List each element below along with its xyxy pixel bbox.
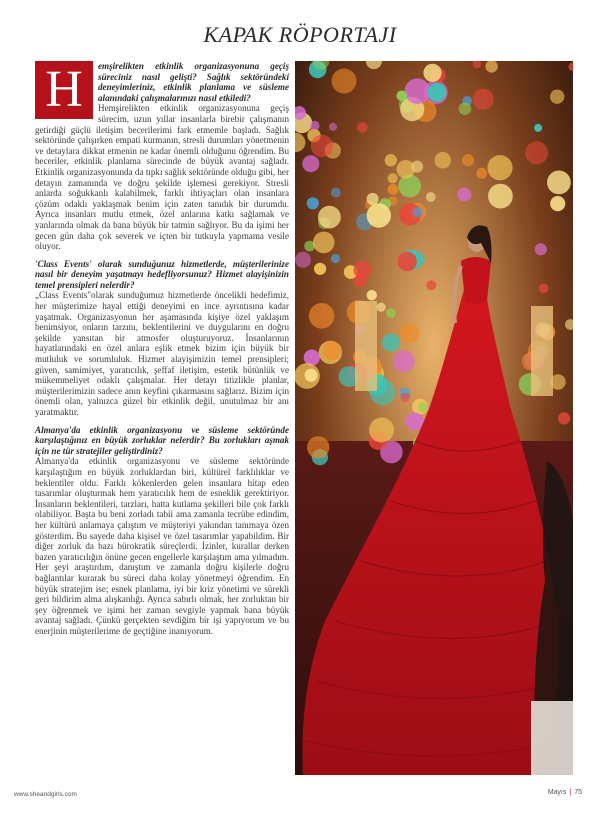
lamp [367, 193, 379, 205]
lamp [329, 123, 337, 131]
lamp [462, 154, 474, 166]
lamp [393, 350, 415, 372]
lamp [396, 160, 415, 179]
article-body [35, 61, 289, 643]
lamp [331, 188, 341, 198]
page-number: 75 [574, 789, 582, 796]
lamp [318, 206, 341, 229]
lamp [547, 171, 571, 195]
lamp [535, 243, 547, 255]
footer-page-info [548, 789, 582, 796]
lamp [311, 135, 333, 157]
footer-month: Mayıs [547, 789, 567, 796]
lamp [385, 154, 397, 166]
lamp [367, 203, 391, 227]
lamp [534, 124, 542, 132]
lamp [558, 412, 570, 424]
lamp [382, 334, 400, 352]
lamp [428, 83, 447, 102]
lamp [476, 168, 487, 179]
lamp [377, 303, 386, 312]
lantern-stand-right [531, 306, 553, 396]
question-1: emşirelikten etkinlik organizasyonuna geçiş süreciniz nasıl gelişti? Sağlık sektöründeki deneyimleriniz, etkinlik planlama ve süsleme alanındaki çalışmalarınızı nasıl etkiledi? [98, 61, 289, 103]
lamp [487, 155, 512, 180]
lamp [307, 436, 329, 458]
lamp [398, 175, 421, 198]
lamp [309, 303, 335, 329]
answer-1: Hemşirelikten etkinlik organizasyonuna geçiş sürecim, uzun yıllar insanlarla birebir çalışmanın getirdiği güçlü iletişim becerilerimi fark etmemle başladı. Sağlık sektöründe çalışırken empati kurmanın, stresli durumları yönetmenin ve detaylara dikkat etmenin ne kadar önemli olduğunu öğrendim. Bu beceriler, etkinlik planlama sürecinde de büyük avantaj sağladı. Etkinlik organizasyonunda da tıpkı sağlık sektöründe olduğu gibi, her detayın zamanında ve doğru şekilde işlemesi gerekiyor. Stresli anlarda soğukkanlı kalabilmek, farklı ihtiyaçları olan insanlara çözüm odaklı yaklaşmak benim için zaten tanıdık bir durumdu. Ayrıca insanları mutlu etmek, özel anlarına katkı sağlamak ve yanlarında olmak da bana büyük bir tatmin sağlıyor. Bu da işimi her gecen gün daha çok severek ve içten bir tutkuyla yapmama vesile oluyor. [35, 103, 289, 252]
drop-cap: H [35, 61, 93, 119]
question-3: Almanya'da etkinlik organizasyonu ve süsleme sektöründe karşılaştığınız en büyük zorluklar nelerdir? Bu zorlukları aşmak için ne tür stratejiler geliştirdiniz? [35, 424, 289, 456]
lamp [550, 90, 564, 104]
lamp [418, 402, 428, 412]
lantern-stand-left [355, 301, 377, 391]
lamp [397, 91, 408, 102]
answer-paragraph-2 [35, 259, 289, 418]
lamp [550, 196, 565, 211]
answer-paragraph-3 [35, 425, 289, 637]
lamp [314, 263, 326, 275]
lamp [332, 69, 357, 94]
lamp [305, 369, 318, 382]
lamp [295, 252, 311, 268]
footer-website: www.sheandgirls.com [14, 791, 77, 798]
photographer-arm [531, 701, 573, 775]
lamp [459, 102, 472, 115]
lamp [388, 184, 399, 195]
lamp [302, 155, 319, 172]
lamp [369, 418, 394, 443]
answer-2: „Class Events"olarak sunduğumuz hizmetlerde öncelikli hedefimiz, her müşterimize hayal ettiği deneyimi en ince ayrıntısına kadar yaşatmak. Organizasyonun her aşamasında kişiye özel yaklaşım benimsiyor, onların tarzını, beklentilerini ve duygularını en doğru şekilde yansıtan bir atmosfer oluşturuyoruz. İnsanlarının hayatlarındaki en özel anlara eşlik etmek bizim için büyük bir mutluluk ve sorumluluk. Hizmet alayişimizin temel prensipleri; güven, samimiyet, yaratıcılık, şeffaf iletişim, estetik bütünlük ve mükemmeliyet odaklı çalışmalar. Her detayı titizlikle planlar, müşterilerimizin sadece anın keyfini çıkarmasını sağlarız. Bizim için önemli olan, yalnızca güzel bir etkinlik değil, unutulmaz bir anı yaratmaktır. [35, 290, 289, 417]
lamp [388, 173, 398, 183]
lamp [367, 290, 377, 300]
lamp [357, 122, 368, 133]
lamp [525, 141, 548, 164]
lamp [488, 184, 513, 209]
lamp [400, 393, 410, 403]
section-title: KAPAK RÖPORTAJI [203, 22, 397, 47]
lamp [434, 152, 451, 169]
cover-photo [295, 61, 573, 775]
lamp [473, 89, 494, 110]
bodice [461, 257, 491, 304]
lamp [423, 64, 441, 82]
lamp [353, 261, 371, 279]
lamp [457, 188, 471, 202]
question-2: 'Class Events' olarak sunduğunuz hizmetlerde, müşterilerinize nasıl bir deneyim yaşatmayı hedefliyorsunuz? Hizmet alayişinizin temel prensipleri nelerdir? [35, 258, 289, 290]
footer-separator: | [569, 789, 572, 796]
lamp [307, 197, 319, 209]
lamp [405, 78, 431, 104]
lamp [313, 232, 335, 254]
lamp [406, 413, 424, 431]
lamp [331, 254, 340, 263]
lamp [412, 207, 423, 218]
answer-3: Almanya'da etkinlik organizasyonu ve süsleme sektöründe karşılaştığım en büyük zorluklardan biri, kültürel farklılıklar ve beklentiler oldu. Farklı kökenlerden gelen insanlara hitap eden tasarımlar oluşturmak hem yaratıcılık hem de esneklik gerektiriyor. İnsanların beklentileri, tarzları, hatta kutlama şekilleri bile çok farklı olabiliyor. Başta bu beni zorladı tabii ama zamanla tecrübe edindim, her kültürü anlamaya çalıştım ve müşteriyi yakından tanımaya özen gösterdim. Bu sayede daha kişisel ve özel tasarımlar yapabildim. Bir diğer zorluk da bazı bürokratik süreçlerdi. İzinler, kurallar derken bazen yaratıcılığın önüne gecen engellerle karşılaştım ama yılmadım. Her şeyi araştırdım, danıştım ve zamanla doğru kişilerle doğru bağlantılar kurarak bu süreci daha kolay yönetmeyi öğrendim. En büyük stratejim ise; esnek planlama, iyi bir kriz yönetimi ve sürekli geri bildirim alma alışkanlığı. Ayrıca sabırlı olmak, her zorluktan bir şey öğrenmek ve işimi her zaman sevgiyle yapmak bana büyük avantaj sağladı. Çünkü gerçekten sevdiğim bir işi yapıyorum ve bu enerjinin müşterilerime de geçtiğine inanıyorum. [35, 456, 289, 636]
lamp [310, 121, 320, 131]
lamp [323, 341, 342, 360]
lamp [400, 324, 420, 344]
lamp [398, 252, 417, 271]
lamp [539, 284, 549, 294]
lamp-bazaar-photo-illustration [295, 61, 573, 775]
lamp [426, 280, 436, 290]
lamp [386, 308, 396, 318]
lamp [426, 192, 436, 202]
